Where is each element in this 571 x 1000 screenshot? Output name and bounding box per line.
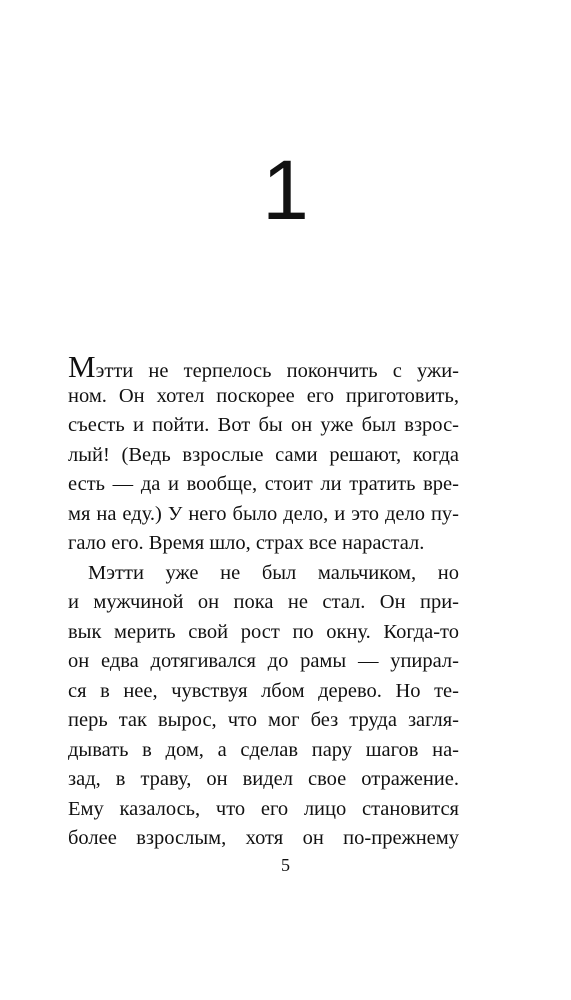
page-number: 5 [281, 855, 290, 875]
text-line: и мужчиной он пока не стал. Он при- [68, 591, 459, 613]
text-line: Мэтти уже не был мальчиком, но [88, 561, 459, 584]
text-line: ся в нее, чувствуя лбом дерево. Но те- [68, 679, 459, 702]
text-line: зад, в траву, он видел свое отражение. [68, 768, 459, 790]
text-line: дывать в дом, а сделав пару шагов на- [68, 738, 459, 761]
text-line: более взрослым, хотя он по-прежнему [68, 827, 459, 849]
text-line: Ему казалось, что его лицо становится [68, 797, 459, 820]
drop-cap: М [68, 349, 96, 384]
text-line: Мэтти не терпелось покончить с ужи- [68, 349, 459, 384]
text-line: гало его. Время шло, страх все нарастал. [68, 532, 425, 554]
text-line: он едва дотягивался до рамы — упирал- [68, 650, 459, 672]
text-line: лый! (Ведь взрослые сами решают, когда [68, 443, 459, 466]
text-line: вык мерить свой рост по окну. Когда-то [68, 620, 459, 643]
body-text [68, 349, 459, 854]
text-line: мя на еду.) У него было дело, и это дело пу- [68, 502, 459, 525]
text-line: ном. Он хотел поскорее его приготовить, [68, 384, 459, 407]
text-line: съесть и пойти. Вот бы он уже был взрос- [68, 414, 459, 436]
text-line: есть — да и вообще, стоит ли тратить вре- [68, 473, 459, 495]
chapter-number: 1 [262, 143, 309, 237]
text-line: перь так вырос, что мог без труда загля- [68, 709, 459, 731]
